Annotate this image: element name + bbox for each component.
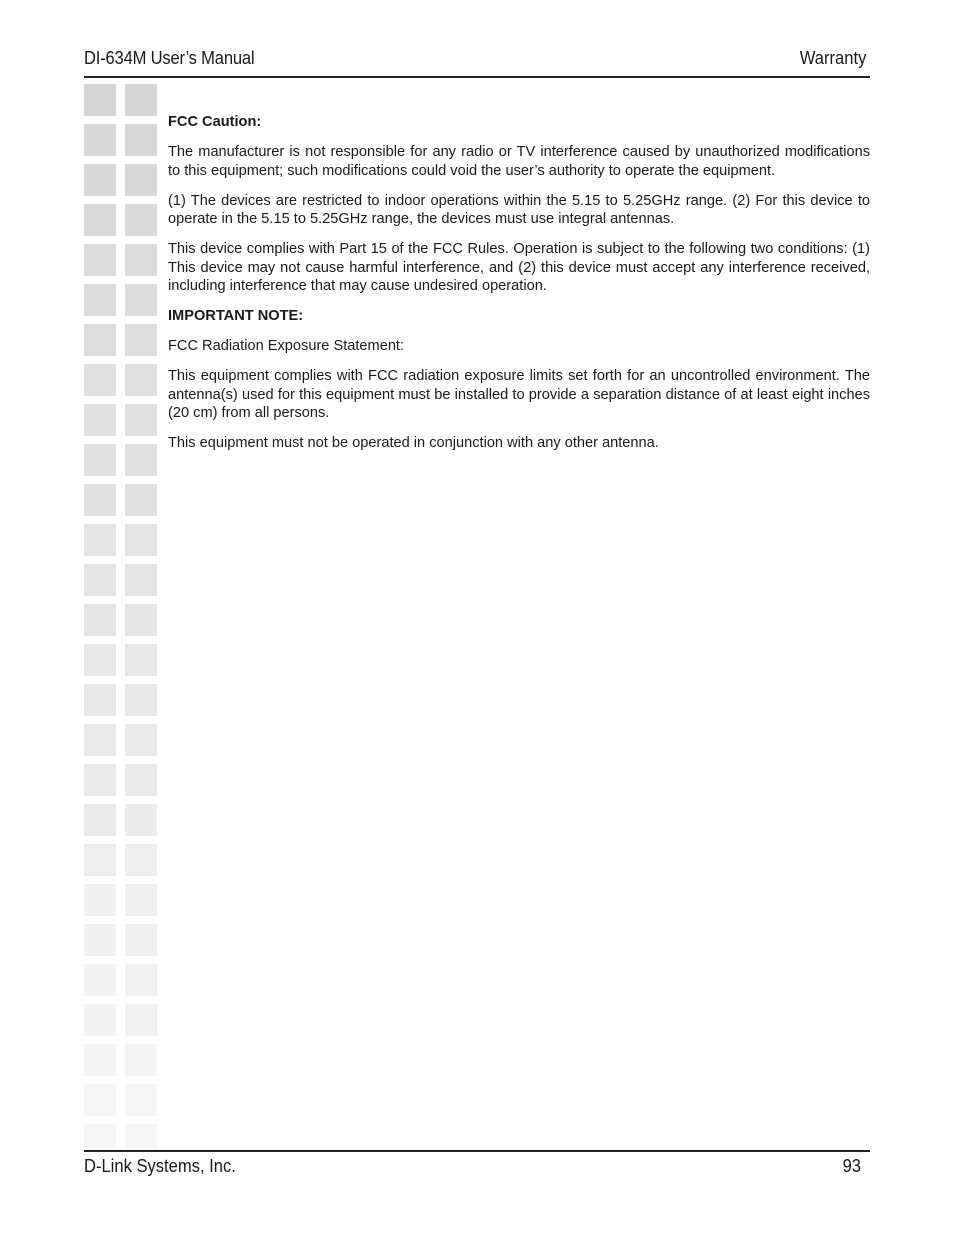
paragraph-antenna: This equipment must not be operated in conjunction with any other antenna. (168, 435, 659, 451)
decorative-tile (84, 204, 116, 236)
decorative-tile (84, 964, 116, 996)
decorative-tile (84, 924, 116, 956)
decorative-tile (125, 884, 157, 916)
decorative-tile (125, 684, 157, 716)
decorative-tile (84, 1044, 116, 1076)
header-rule (84, 76, 870, 78)
company-name: D-Link Systems, Inc. (84, 1156, 236, 1176)
decorative-tile (125, 284, 157, 316)
paragraph-indoor-restriction: (1) The devices are restricted to indoor operations within the 5.15 to 5.25GHz range. (2) For this device to operate in the 5.15 to 5.25GHz range, the devices must use integral antennas. (168, 192, 870, 227)
decorative-tile (125, 164, 157, 196)
decorative-tile (84, 604, 116, 636)
decorative-tile (125, 1044, 157, 1076)
decorative-tile (84, 164, 116, 196)
important-note-heading: IMPORTANT NOTE: (168, 308, 304, 324)
page-content (168, 113, 870, 464)
decorative-tile (125, 764, 157, 796)
decorative-tile (84, 1124, 116, 1148)
decorative-tile (84, 244, 116, 276)
decorative-tile (84, 564, 116, 596)
decorative-tile (84, 364, 116, 396)
decorative-tile (84, 84, 116, 116)
decorative-tile (125, 644, 157, 676)
decorative-tile (125, 84, 157, 116)
decorative-tile (125, 1124, 157, 1148)
decorative-tile (125, 484, 157, 516)
decorative-tile (84, 724, 116, 756)
footer-rule (84, 1150, 870, 1152)
decorative-tile (125, 564, 157, 596)
decorative-tile (84, 804, 116, 836)
decorative-tile (125, 324, 157, 356)
decorative-tile (84, 124, 116, 156)
decorative-tile (125, 924, 157, 956)
decorative-tile (84, 684, 116, 716)
fcc-caution-heading: FCC Caution: (168, 114, 262, 130)
decorative-tile (125, 244, 157, 276)
decorative-tile (84, 644, 116, 676)
decorative-tile (84, 484, 116, 516)
decorative-tile (125, 404, 157, 436)
decorative-tile (125, 124, 157, 156)
decorative-tile (84, 1004, 116, 1036)
decorative-tile (84, 844, 116, 876)
decorative-tile (125, 444, 157, 476)
decorative-tile (125, 204, 157, 236)
paragraph-part15: This device complies with Part 15 of the FCC Rules. Operation is subject to the following two conditions: (1) This device may not cause harmful interference, and (2) this device must accept any interference received, including interference that may cause undesired operation. (168, 241, 870, 294)
decorative-tile (84, 884, 116, 916)
decorative-tile (125, 1084, 157, 1116)
paragraph-radiation-statement: FCC Radiation Exposure Statement: (168, 338, 405, 354)
decorative-tile (84, 284, 116, 316)
paragraph-exposure-limits: This equipment complies with FCC radiation exposure limits set forth for an uncontrolled environment. The antenna(s) used for this equipment must be installed to provide a separation distance of at least eight inches (20 cm) from all persons. (168, 368, 870, 421)
decorative-tile (84, 404, 116, 436)
decorative-tile (125, 604, 157, 636)
decorative-tile (125, 844, 157, 876)
decorative-tile (84, 764, 116, 796)
paragraph-manufacturer: The manufacturer is not responsible for any radio or TV interference caused by unauthorized modifications to this equipment; such modifications could void the user’s authority to operate the equipment. (168, 144, 870, 179)
decorative-tile (84, 524, 116, 556)
section-title: Warranty (799, 48, 866, 68)
page-number: 93 (842, 1156, 861, 1176)
decorative-tile (84, 444, 116, 476)
manual-title: DI-634M User’s Manual (84, 48, 255, 68)
decorative-tile (125, 804, 157, 836)
decorative-tile (125, 724, 157, 756)
decorative-tile (125, 1004, 157, 1036)
decorative-tile (125, 524, 157, 556)
decorative-tile (84, 324, 116, 356)
decorative-tile (125, 364, 157, 396)
decorative-tile (84, 1084, 116, 1116)
decorative-tile-column (84, 84, 160, 1148)
decorative-tile (125, 964, 157, 996)
